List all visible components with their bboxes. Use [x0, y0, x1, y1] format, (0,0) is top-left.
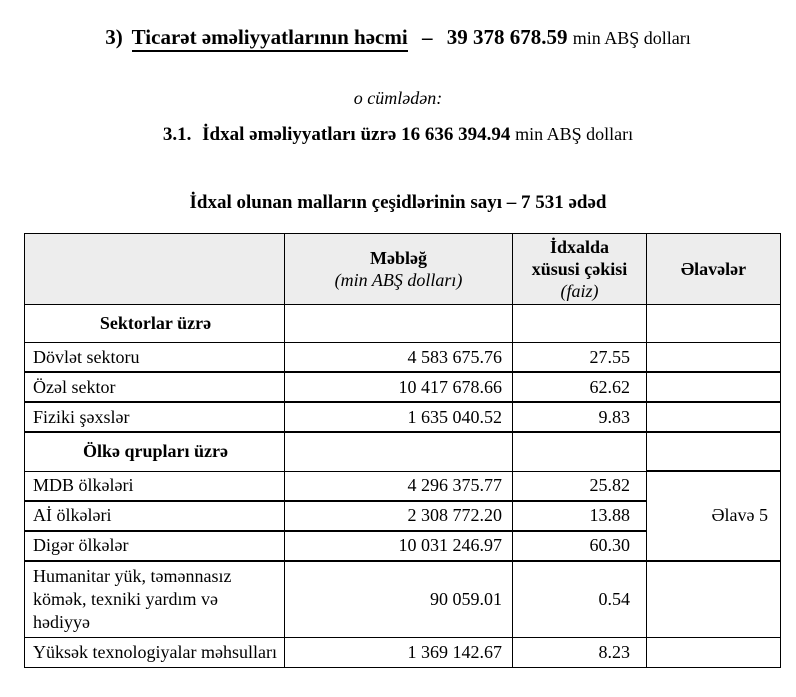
- empty-note-cell: [647, 432, 781, 471]
- header-label-cell: [25, 234, 285, 305]
- row-share: 62.62: [513, 372, 647, 402]
- import-line-unit: min ABŞ dolları: [515, 124, 634, 144]
- row-share: 60.30: [513, 531, 647, 561]
- header-share-subtitle: (faiz): [560, 281, 599, 301]
- row-label: Dövlət sektoru: [25, 343, 285, 373]
- row-label: Humanitar yük, təmənnasız kömək, texniki yardım və hədiyyə: [25, 561, 285, 638]
- row-share: 0.54: [513, 561, 647, 638]
- table-row: [25, 471, 781, 501]
- empty-note-cell: [647, 402, 781, 432]
- row-amount: 10 031 246.97: [285, 531, 513, 561]
- empty-share-cell: [513, 305, 647, 343]
- row-label: Fiziki şəxslər: [25, 402, 285, 432]
- header-share-title-line1: İdxalda: [549, 237, 610, 257]
- section-label: Sektorlar üzrə: [25, 305, 285, 343]
- import-line-number: 3.1.: [162, 124, 192, 145]
- row-amount: 2 308 772.20: [285, 501, 513, 531]
- row-label: MDB ölkələri: [25, 471, 285, 501]
- import-line-value: 16 636 394.94: [401, 124, 511, 145]
- heading-title: Ticarət əməliyyatlarının həcmi: [132, 25, 408, 52]
- row-share: 9.83: [513, 402, 647, 432]
- import-line-label: İdxal əməliyyatları üzrə: [202, 124, 397, 145]
- table-header-row: [25, 234, 781, 305]
- empty-note-cell: [647, 372, 781, 402]
- table-row: [25, 402, 781, 432]
- import-table: [24, 233, 781, 668]
- header-share-cell: [513, 234, 647, 305]
- row-label: Digər ölkələr: [25, 531, 285, 561]
- table-row: [25, 637, 781, 667]
- table-row: [25, 561, 781, 638]
- heading-dash: –: [421, 25, 433, 49]
- subheading: o cümlədən:: [353, 88, 443, 108]
- annex-note-cell: Əlavə 5: [647, 471, 781, 561]
- row-label: Yüksək texnologiyalar məhsulları: [25, 637, 285, 667]
- row-amount: 4 583 675.76: [285, 343, 513, 373]
- row-label: Aİ ölkələri: [25, 501, 285, 531]
- header-share-title-line2: xüsusi çəkisi: [531, 259, 628, 279]
- header-amount-subtitle: (min ABŞ dolları): [334, 270, 463, 290]
- table-row: [25, 343, 781, 373]
- empty-note-cell: [647, 561, 781, 638]
- row-amount: 90 059.01: [285, 561, 513, 638]
- section-row-country-groups: [25, 432, 781, 471]
- row-share: 25.82: [513, 471, 647, 501]
- empty-share-cell: [513, 432, 647, 471]
- heading-number: 3): [105, 25, 123, 49]
- main-heading: [0, 24, 796, 51]
- empty-amount-cell: [285, 432, 513, 471]
- header-amount-cell: [285, 234, 513, 305]
- table-row: [25, 372, 781, 402]
- section-row-sectors: [25, 305, 781, 343]
- empty-note-cell: [647, 305, 781, 343]
- section-label: Ölkə qrupları üzrə: [25, 432, 285, 471]
- row-amount: 1 635 040.52: [285, 402, 513, 432]
- header-amount-title: Məbləğ: [370, 248, 427, 268]
- row-share: 27.55: [513, 343, 647, 373]
- empty-note-cell: [647, 637, 781, 667]
- row-amount: 1 369 142.67: [285, 637, 513, 667]
- heading-value: 39 378 678.59: [446, 25, 568, 49]
- row-label: Özəl sektor: [25, 372, 285, 402]
- empty-amount-cell: [285, 305, 513, 343]
- row-amount: 4 296 375.77: [285, 471, 513, 501]
- row-share: 8.23: [513, 637, 647, 667]
- header-notes-cell: Əlavələr: [647, 234, 781, 305]
- import-total-line: [0, 122, 796, 147]
- heading-unit: min ABŞ dolları: [572, 28, 691, 48]
- row-amount: 10 417 678.66: [285, 372, 513, 402]
- table-caption: İdxal olunan malların çeşidlərinin sayı – 7 531 ədəd: [189, 192, 607, 213]
- empty-note-cell: [647, 343, 781, 373]
- row-share: 13.88: [513, 501, 647, 531]
